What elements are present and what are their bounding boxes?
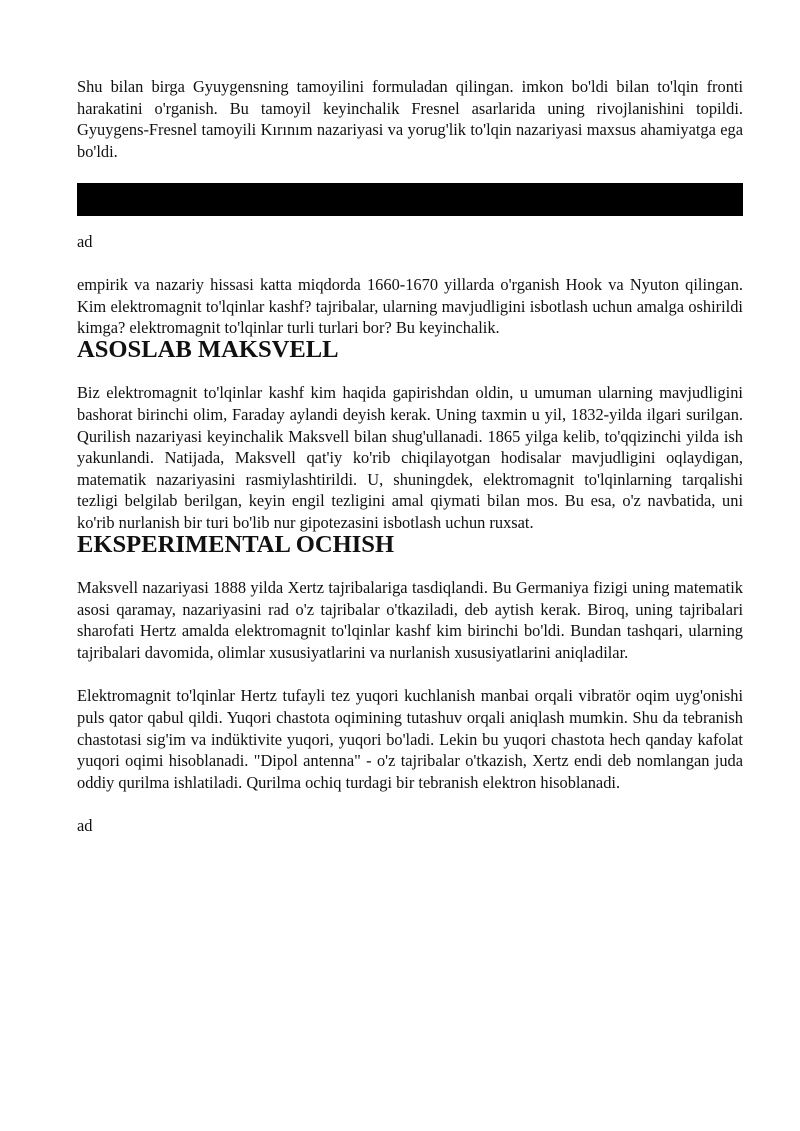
section-heading-experimental: EKSPERIMENTAL OCHISH bbox=[77, 530, 395, 558]
paragraph-maxwell-theory: Biz elektromagnit to'lqinlar kashf kim haqida gapirishdan oldin, u umuman ularning mavjudligini bashorat birinchi olim, Faraday aylandi deyish kerak. Uning taxmin u yil, 1832-yilda ilgari surilgan. Qurilish nazariyasi keyinchalik Maksvell bilan shug'ullanadi. 1865 yilga kelib, to'qqizinchi yilda ish yakunlandi. Natijada, Maksvell qat'iy ko'rib chiqilayotgan hodisalar mavjudligini oqlaydigan, matematik nazariyasini rasmiylashtirildi. U, shuningdek, elektromagnit to'lqinlarning tarqalishi tezligi belgilab berilgan, keyin engil tezligini amal qiymati bilan mos. Bu esa, o'z navbatida, uni ko'rib nurlanish bir turi bo'lib nur gipotezasini isbotlash uchun ruxsat. bbox=[77, 383, 743, 532]
paragraph-huygens-fresnel: Shu bilan birga Gyuygensning tamoyilini formuladan qilingan. imkon bo'ldi bilan to'lqin fronti harakatini o'rganish. Bu tamoyil keyinchalik Fresnel asarlarida uning rivojlanishini topildi. Gyuygens-Fresnel tamoyili Kırınım nazariyasi va yorug'lik to'lqin nazariyasi maxsus ahamiyatga ega bo'ldi. bbox=[77, 77, 743, 161]
ad-label: ad bbox=[77, 816, 93, 836]
paragraph-dipole-antenna: Elektromagnit to'lqinlar Hertz tufayli tez yuqori kuchlanish manbai orqali vibratör oqim uyg'onishi puls qator qabul qildi. Yuqori chastota oqimining tutashuv orqali aniqlash mumkin. Shu da tebranish chastotasi sig'im va indüktivite yuqori, yuqori bo'ladi. Lekin bu yuqori chastota hech qanday kafolat yuqori oqimi hisoblanadi. "Dipol antenna" - o'z tajribalar o'tkazish, Xertz endi deb nomlangan juda oddiy qurilma ishlatiladi. Qurilma ochiq turdagi bir tebranish elektron hisoblanadi. bbox=[77, 686, 743, 792]
section-heading-maxwell: ASOSLAB MAKSVELL bbox=[77, 335, 339, 363]
ad-label: ad bbox=[77, 232, 93, 252]
paragraph-hook-newton: empirik va nazariy hissasi katta miqdorda 1660-1670 yillarda o'rganish Hook va Nyuton qilingan. Kim elektromagnit to'lqinlar kashf? tajribalar, ularning mavjudligini isbotlash uchun amalga oshirildi kimga? elektromagnit to'lqinlar turli turlari bor? Bu keyinchalik. bbox=[77, 274, 743, 338]
paragraph-hertz-experiments: Maksvell nazariyasi 1888 yilda Xertz tajribalariga tasdiqlandi. Bu Germaniya fizigi uning matematik asosi qaramay, nazariyasini rad o'z tajribalar o'tkaziladi, deb aytish kerak. Biroq, uning tajribalari sharofati Hertz amalda elektromagnit to'lqinlar kashf kim birinchi bo'ldi. Bundan tashqari, ularning tajribalari davomida, olimlar xususiyatlarini va nurlanish xususiyatlarini aniqladilar. bbox=[77, 578, 743, 662]
document-page bbox=[77, 76, 743, 837]
redacted-banner bbox=[77, 183, 743, 216]
